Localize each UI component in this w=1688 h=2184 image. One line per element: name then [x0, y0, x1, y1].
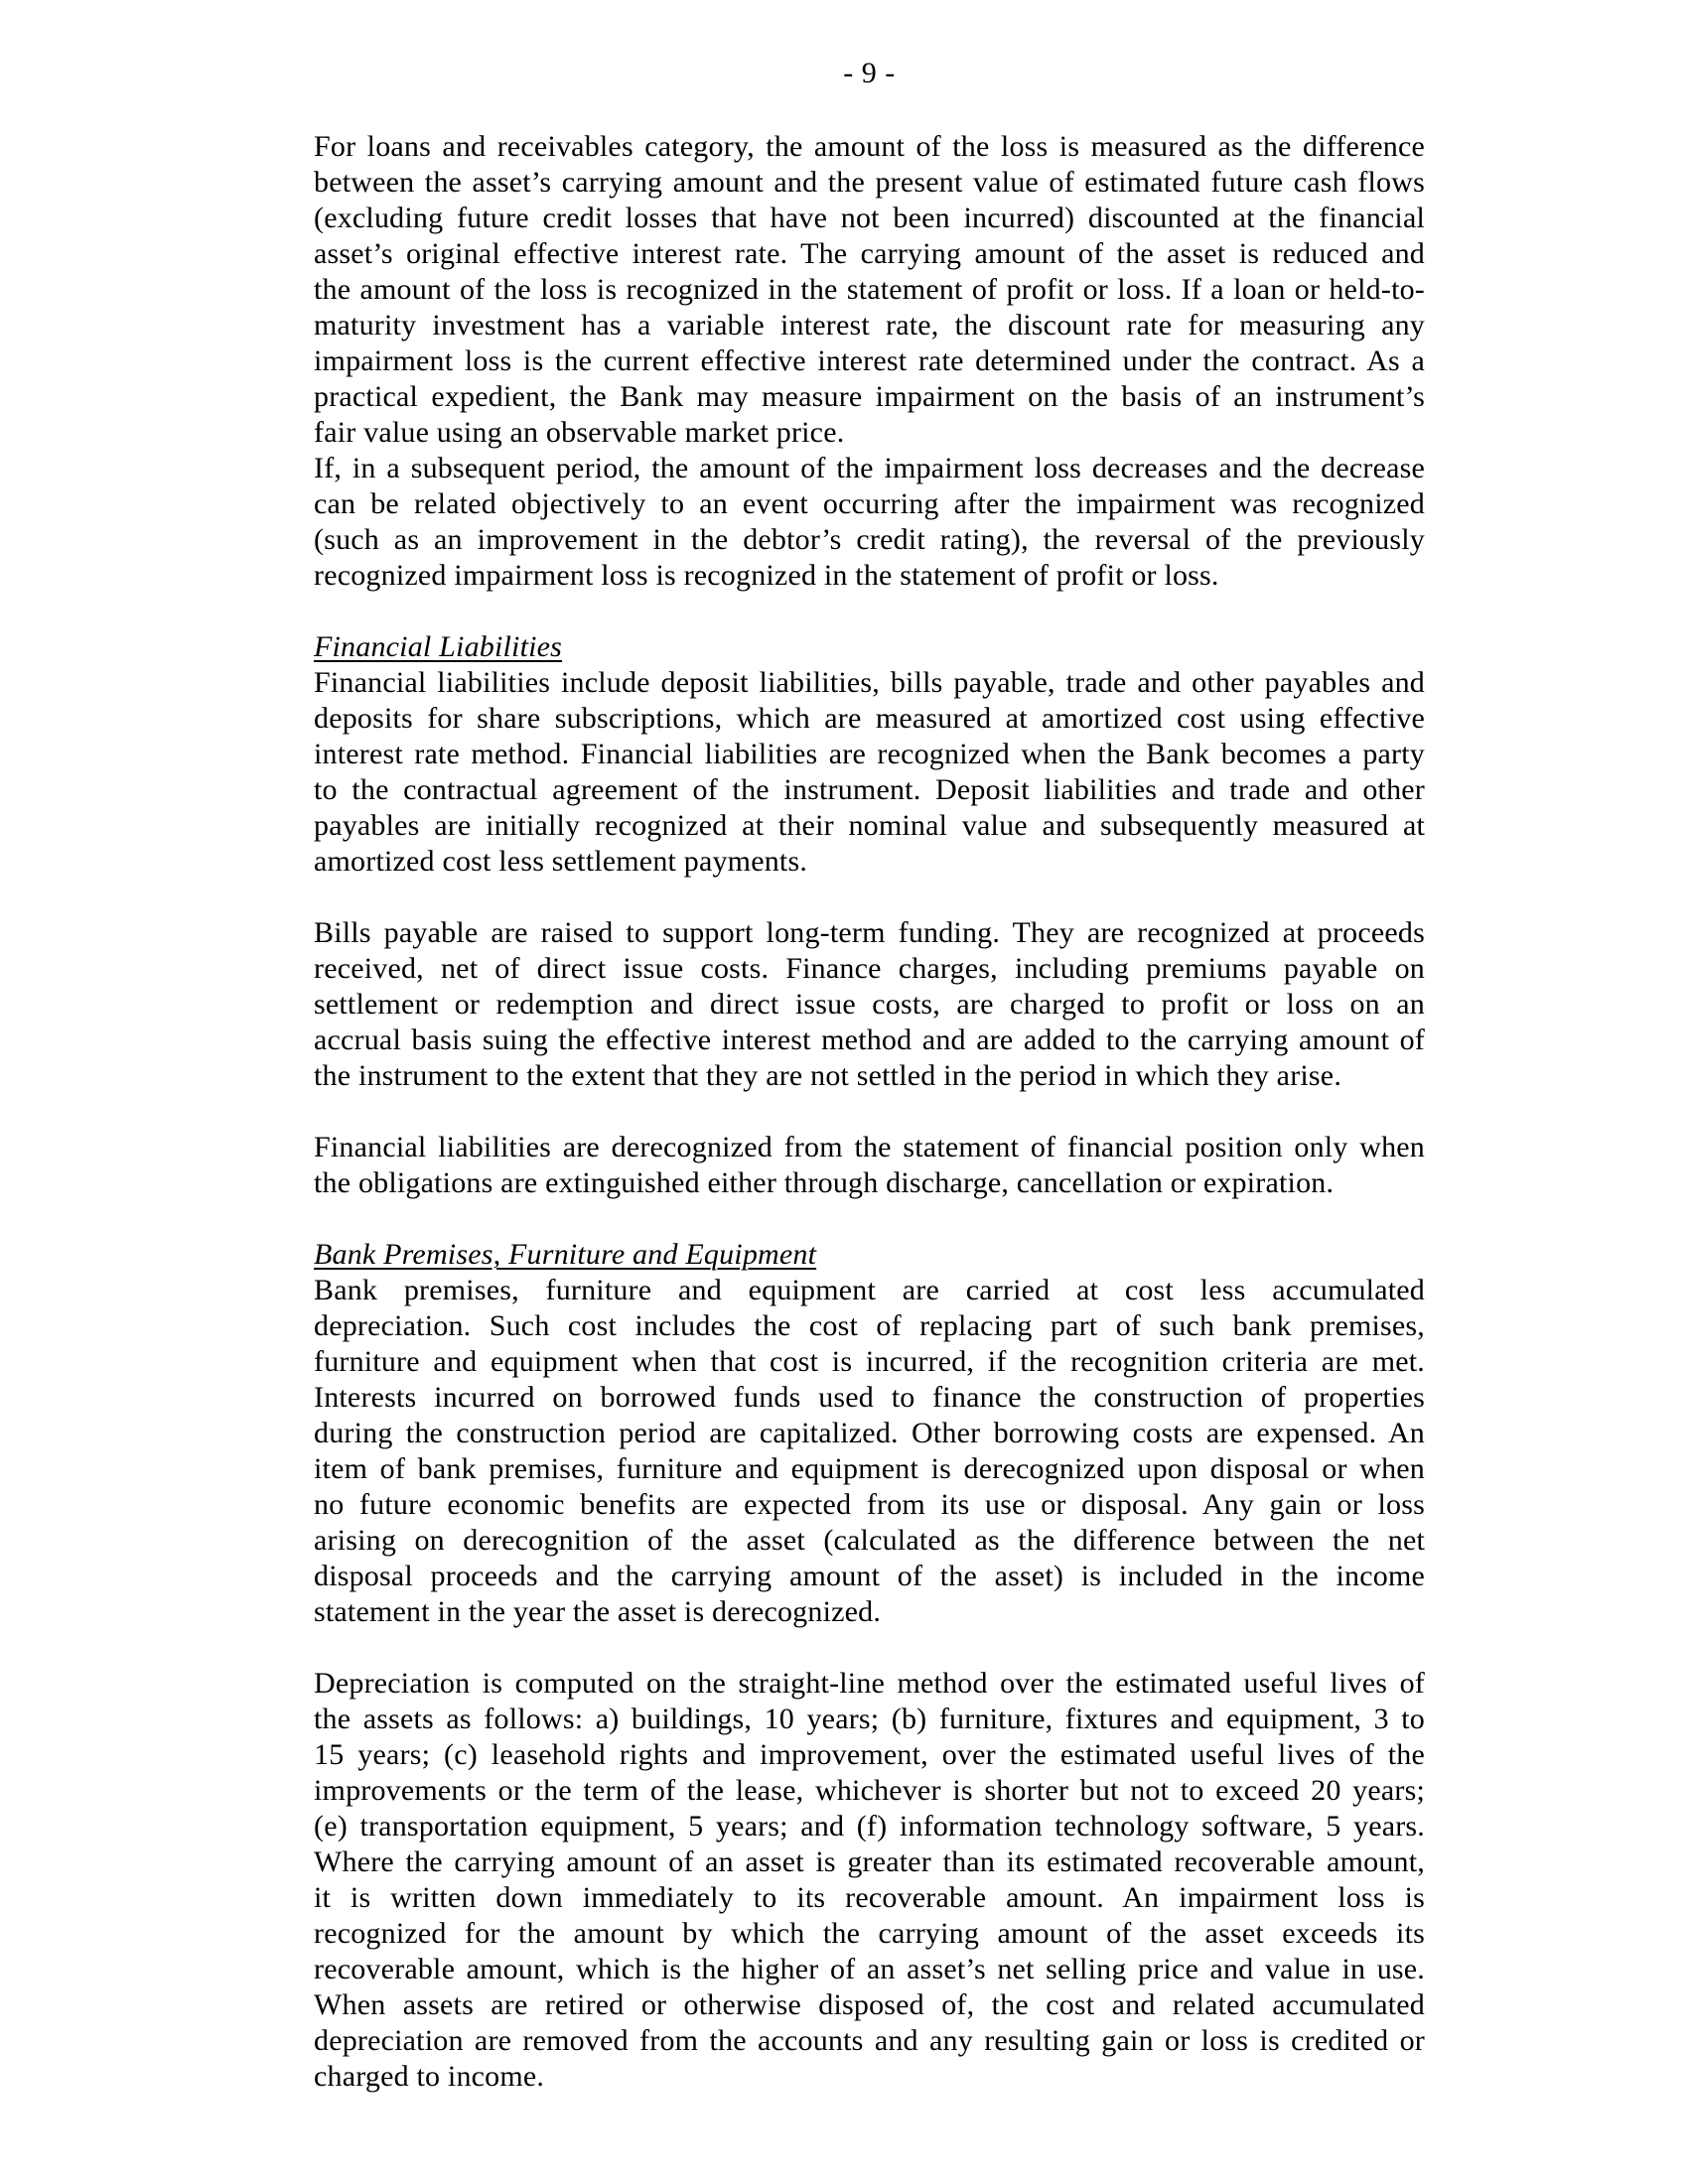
text-line: Financial liabilities are derecognized from the statement of financial position only when — [314, 1131, 1425, 1163]
text-line: settlement or redemption and direct issue costs, are charged to profit or loss on an — [314, 988, 1425, 1021]
paragraph-spacer — [314, 880, 1425, 915]
text-line: amortized cost less settlement payments. — [314, 845, 808, 878]
document-body — [314, 129, 1425, 2095]
text-line: can be related objectively to an event occurring after the impairment was recognized — [314, 487, 1425, 520]
text-line: interest rate method. Financial liabilities are recognized when the Bank becomes a party — [314, 738, 1425, 770]
text-line: Financial liabilities include deposit liabilities, bills payable, trade and other payables and — [314, 666, 1425, 699]
text-line: practical expedient, the Bank may measure impairment on the basis of an instrument’s — [314, 380, 1425, 413]
financial-liabilities-paragraph-derecognition — [314, 1130, 1425, 1201]
text-line: Bank premises, furniture and equipment are carried at cost less accumulated — [314, 1274, 1425, 1306]
text-line: arising on derecognition of the asset (calculated as the difference between the net — [314, 1524, 1425, 1557]
page-number: - 9 - — [843, 57, 896, 89]
text-line: (such as an improvement in the debtor’s credit rating), the reversal of the previously — [314, 523, 1425, 556]
text-line: depreciation are removed from the accounts and any resulting gain or loss is credited or — [314, 2024, 1425, 2057]
text-line: deposits for share subscriptions, which are measured at amortized cost using effective — [314, 702, 1425, 735]
text-line: depreciation. Such cost includes the cost of replacing part of such bank premises, — [314, 1309, 1425, 1342]
text-line: furniture and equipment when that cost is incurred, if the recognition criteria are met. — [314, 1345, 1425, 1378]
text-line: recoverable amount, which is the higher of an asset’s net selling price and value in use. — [314, 1953, 1425, 1985]
text-line: recognized for the amount by which the carrying amount of the asset exceeds its — [314, 1917, 1425, 1950]
paragraph-spacer — [314, 1201, 1425, 1237]
text-line: 15 years; (c) leasehold rights and improvement, over the estimated useful lives of the — [314, 1738, 1425, 1771]
text-line: maturity investment has a variable interest rate, the discount rate for measuring any — [314, 309, 1425, 341]
text-line: Where the carrying amount of an asset is greater than its estimated recoverable amount, — [314, 1845, 1425, 1878]
text-line: during the construction period are capitalized. Other borrowing costs are expensed. An — [314, 1417, 1425, 1449]
text-line: payables are initially recognized at their nominal value and subsequently measured at — [314, 809, 1425, 842]
text-line: the obligations are extinguished either through discharge, cancellation or expiration. — [314, 1166, 1335, 1199]
text-line: no future economic benefits are expected from its use or disposal. Any gain or loss — [314, 1488, 1425, 1521]
financial-liabilities-paragraph-bills-payable — [314, 915, 1425, 1094]
text-line: For loans and receivables category, the amount of the loss is measured as the difference — [314, 130, 1425, 163]
text-line: it is written down immediately to its recoverable amount. An impairment loss is — [314, 1881, 1425, 1914]
text-line: disposal proceeds and the carrying amount of the asset) is included in the income — [314, 1560, 1425, 1592]
text-line: accrual basis suing the effective interest method and are added to the carrying amount of — [314, 1024, 1425, 1056]
text-line: the assets as follows: a) buildings, 10 years; (b) furniture, fixtures and equipment, 3 to — [314, 1703, 1425, 1735]
impairment-paragraph-loans-receivables — [314, 129, 1425, 451]
text-line: between the asset’s carrying amount and the present value of estimated future cash flows — [314, 166, 1425, 199]
text-line: received, net of direct issue costs. Finance charges, including premiums payable on — [314, 952, 1425, 985]
text-line: recognized impairment loss is recognized in the statement of profit or loss. — [314, 559, 1219, 592]
text-line: improvements or the term of the lease, whichever is shorter but not to exceed 20 years; — [314, 1774, 1425, 1807]
text-line: item of bank premises, furniture and equipment is derecognized upon disposal or when — [314, 1452, 1425, 1485]
text-line: When assets are retired or otherwise disposed of, the cost and related accumulated — [314, 1988, 1425, 2021]
text-line: (excluding future credit losses that have not been incurred) discounted at the financial — [314, 202, 1425, 234]
paragraph-spacer — [314, 1630, 1425, 1666]
text-line: impairment loss is the current effective interest rate determined under the contract. As a — [314, 344, 1425, 377]
text-line: (e) transportation equipment, 5 years; and (f) information technology software, 5 years. — [314, 1810, 1425, 1843]
financial-liabilities-paragraph-definition — [314, 665, 1425, 880]
text-line: Bills payable are raised to support long-term funding. They are recognized at proceeds — [314, 916, 1425, 949]
text-line: charged to income. — [314, 2060, 545, 2093]
text-line: asset’s original effective interest rate. The carrying amount of the asset is reduced and — [314, 237, 1425, 270]
text-line: statement in the year the asset is derecognized. — [314, 1595, 882, 1628]
paragraph-spacer — [314, 594, 1425, 629]
section-heading-bank-premises: Bank Premises, Furniture and Equipment — [314, 1238, 817, 1271]
text-line: Depreciation is computed on the straight-line method over the estimated useful lives of — [314, 1667, 1425, 1700]
text-line: the amount of the loss is recognized in the statement of profit or loss. If a loan or held-to- — [314, 273, 1425, 306]
text-line: If, in a subsequent period, the amount of the impairment loss decreases and the decrease — [314, 452, 1425, 484]
bank-premises-paragraph-cost — [314, 1273, 1425, 1630]
bank-premises-paragraph-depreciation — [314, 1666, 1425, 2095]
text-line: fair value using an observable market price. — [314, 416, 845, 449]
text-line: Interests incurred on borrowed funds used to finance the construction of properties — [314, 1381, 1425, 1414]
text-line: the instrument to the extent that they are not settled in the period in which they arise. — [314, 1059, 1342, 1092]
section-heading-financial-liabilities: Financial Liabilities — [314, 630, 563, 663]
paragraph-spacer — [314, 1094, 1425, 1130]
text-line: to the contractual agreement of the instrument. Deposit liabilities and trade and other — [314, 773, 1425, 806]
impairment-paragraph-reversal — [314, 451, 1425, 594]
